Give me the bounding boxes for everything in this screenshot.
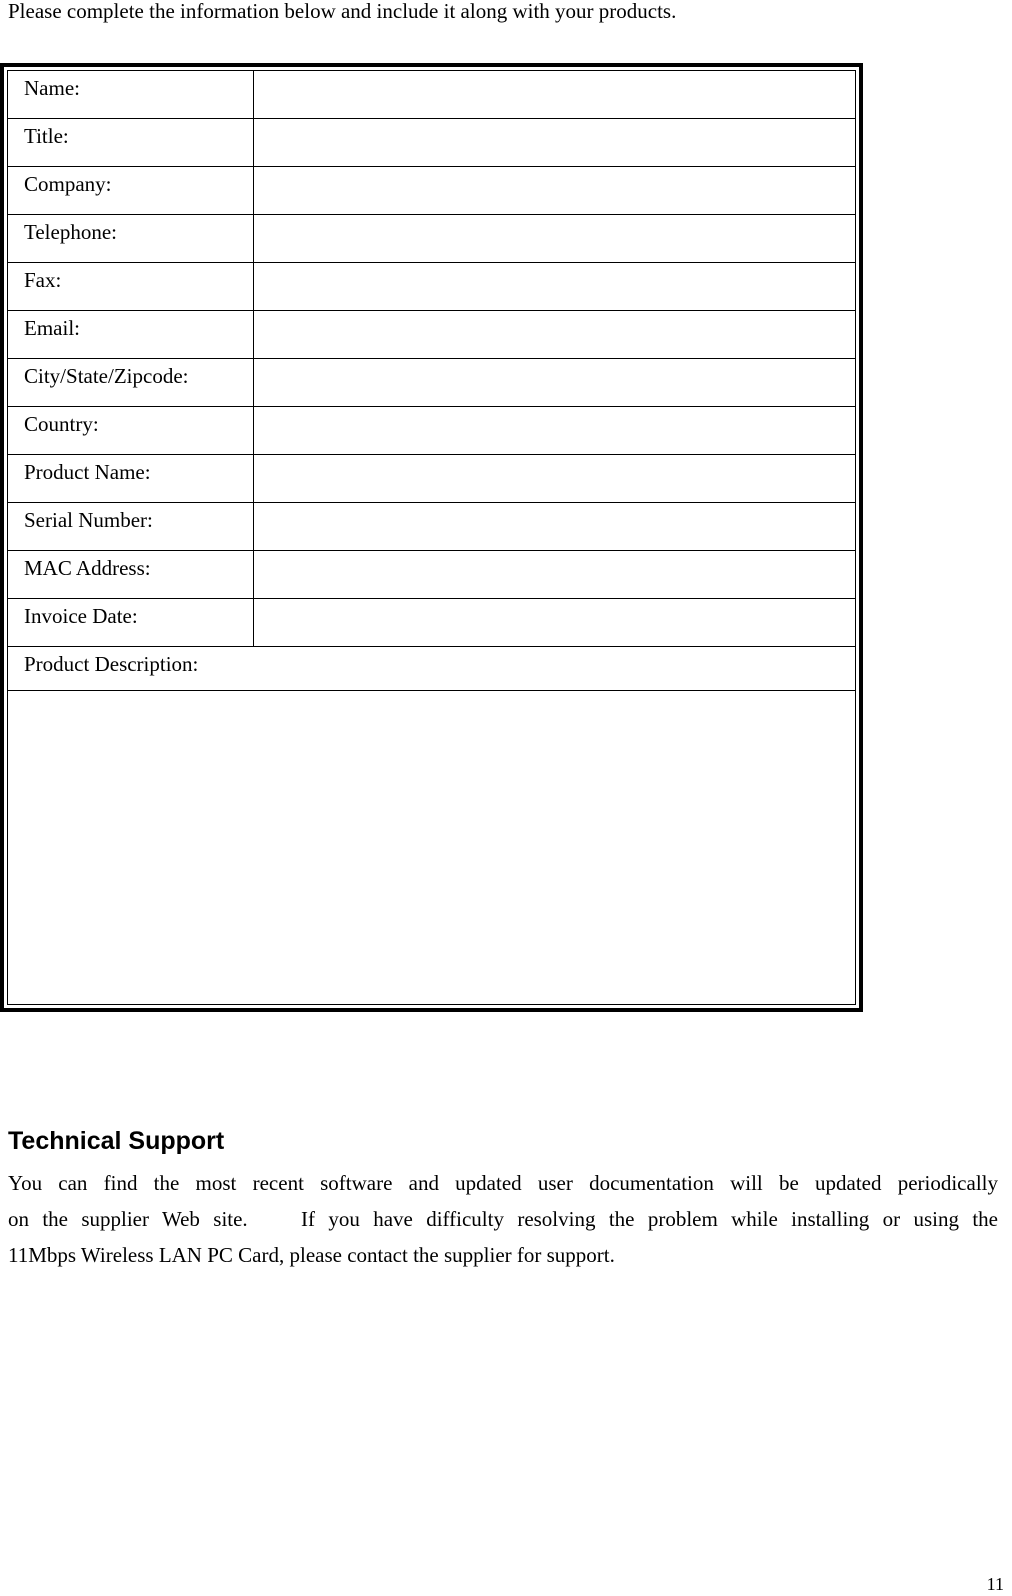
- form-row-fax: [8, 263, 855, 311]
- product-description-label: Product Description:: [24, 652, 199, 676]
- form-row-serial-number: [8, 503, 855, 551]
- product-name-label: Product Name:: [24, 460, 151, 484]
- form-row-country: [8, 407, 855, 455]
- form-row-product-name: [8, 455, 855, 503]
- email-field[interactable]: [253, 311, 855, 358]
- mac-address-field[interactable]: [253, 551, 855, 598]
- title-label: Title:: [24, 124, 69, 148]
- telephone-label: Telephone:: [24, 220, 117, 244]
- form-row-email: [8, 311, 855, 359]
- name-field[interactable]: [253, 71, 855, 118]
- form-row-company: [8, 167, 855, 215]
- telephone-field[interactable]: [253, 215, 855, 262]
- support-text-line: You can find the most recent software and updated user documentation will be updated periodically: [8, 1171, 998, 1195]
- form-row-invoice-date: [8, 599, 855, 647]
- form-row-telephone: [8, 215, 855, 263]
- country-field[interactable]: [253, 407, 855, 454]
- invoice-date-field[interactable]: [253, 599, 855, 646]
- form-row-city-state-zip: [8, 359, 855, 407]
- technical-support-paragraph: [8, 1165, 998, 1273]
- intro-text: Please complete the information below and include it along with your products.: [8, 0, 677, 23]
- technical-support-heading: Technical Support: [8, 1127, 225, 1155]
- fax-label: Fax:: [24, 268, 62, 292]
- mac-address-label: MAC Address:: [24, 556, 151, 580]
- product-description-field[interactable]: [8, 691, 855, 1004]
- invoice-date-label: Invoice Date:: [24, 604, 138, 628]
- serial-number-field[interactable]: [253, 503, 855, 550]
- form-row-title: [8, 119, 855, 167]
- email-label: Email:: [24, 316, 80, 340]
- name-label: Name:: [24, 76, 80, 100]
- support-text-line: on the supplier Web site. If you have difficulty resolving the problem while installing or using the: [8, 1207, 998, 1231]
- company-field[interactable]: [253, 167, 855, 214]
- city-state-zip-label: City/State/Zipcode:: [24, 364, 189, 388]
- page-number: 11: [986, 1574, 1004, 1594]
- registration-form: [0, 63, 863, 1012]
- title-field[interactable]: [253, 119, 855, 166]
- support-text-line: 11Mbps Wireless LAN PC Card, please contact the supplier for support.: [8, 1243, 615, 1267]
- form-row-name: [8, 71, 855, 119]
- fax-field[interactable]: [253, 263, 855, 310]
- country-label: Country:: [24, 412, 99, 436]
- product-name-field[interactable]: [253, 455, 855, 502]
- serial-number-label: Serial Number:: [24, 508, 153, 532]
- company-label: Company:: [24, 172, 112, 196]
- form-row-mac-address: [8, 551, 855, 599]
- city-state-zip-field[interactable]: [253, 359, 855, 406]
- registration-form-inner: [7, 70, 856, 1005]
- form-row-product-description: [8, 647, 855, 691]
